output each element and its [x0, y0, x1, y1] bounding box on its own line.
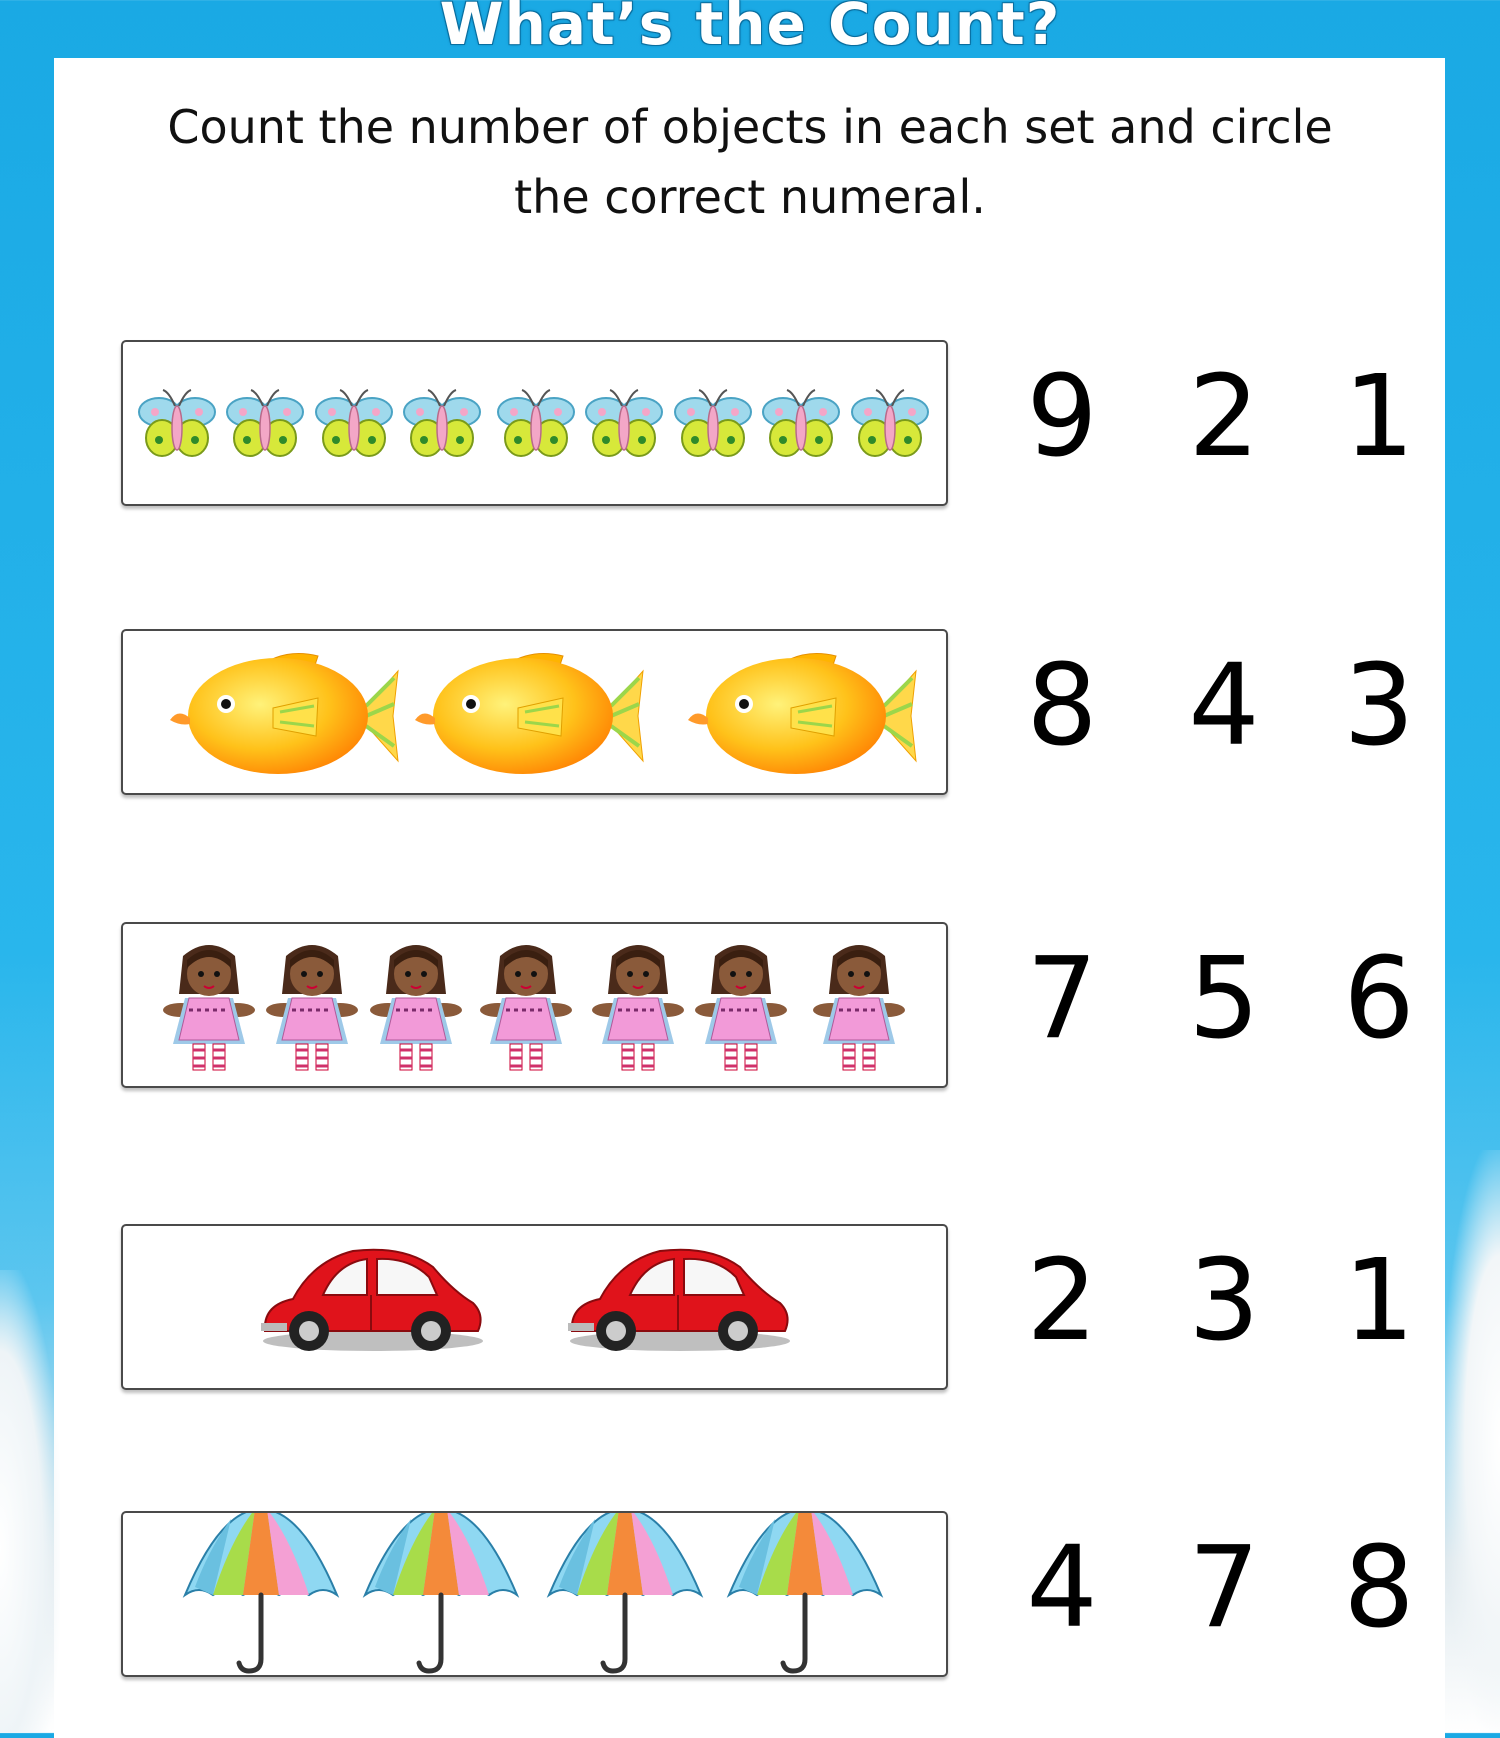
worksheet-sheet [54, 58, 1445, 1738]
butterfly-icon [763, 390, 839, 456]
numeral-choice[interactable]: 2 [1026, 1236, 1098, 1366]
numeral-choice[interactable]: 3 [1343, 641, 1415, 771]
doll-icon [592, 945, 684, 1070]
fish-icon [170, 654, 398, 775]
doll-icon [266, 945, 358, 1070]
numeral-choice[interactable]: 7 [1026, 934, 1098, 1064]
object-box [121, 1511, 948, 1677]
butterflies-group [123, 342, 946, 504]
numeral-choice[interactable]: 6 [1343, 934, 1415, 1064]
numeral-choice[interactable]: 1 [1343, 352, 1415, 482]
fish-icon [688, 654, 916, 775]
doll-icon [480, 945, 572, 1070]
umbrella-icon [185, 1513, 337, 1671]
numeral-choice[interactable]: 4 [1026, 1523, 1098, 1653]
numeral-choice[interactable]: 8 [1026, 641, 1098, 771]
instruction-text [100, 92, 1400, 232]
object-box [121, 629, 948, 795]
fish-group [123, 631, 946, 793]
object-box [121, 340, 948, 506]
numeral-choice[interactable]: 9 [1026, 352, 1098, 482]
umbrellas-group [123, 1513, 946, 1675]
butterfly-icon [498, 390, 574, 456]
car-icon [261, 1250, 483, 1351]
butterfly-icon [227, 390, 303, 456]
count-set-cars [0, 1224, 1500, 1390]
object-box [121, 1224, 948, 1390]
count-set-butterflies [0, 340, 1500, 506]
page-title: What’s the Count? [439, 0, 1061, 58]
instruction-line-2: the correct numeral. [514, 170, 986, 224]
doll-icon [813, 945, 905, 1070]
butterfly-icon [675, 390, 751, 456]
count-set-dolls [0, 922, 1500, 1088]
doll-icon [163, 945, 255, 1070]
dolls-group [123, 924, 946, 1086]
numeral-choice[interactable]: 2 [1188, 352, 1260, 482]
numeral-choice[interactable]: 8 [1343, 1523, 1415, 1653]
count-set-umbrellas [0, 1511, 1500, 1677]
doll-icon [370, 945, 462, 1070]
butterfly-icon [316, 390, 392, 456]
numeral-choice[interactable]: 4 [1188, 641, 1260, 771]
butterfly-icon [139, 390, 215, 456]
numeral-choice[interactable]: 3 [1188, 1236, 1260, 1366]
instruction-line-1: Count the number of objects in each set and circle [167, 100, 1333, 154]
numeral-choice[interactable]: 5 [1188, 934, 1260, 1064]
fish-icon [415, 654, 643, 775]
umbrella-icon [365, 1513, 517, 1671]
umbrella-icon [729, 1513, 881, 1671]
cars-group [123, 1226, 946, 1388]
car-icon [568, 1250, 790, 1351]
doll-icon [695, 945, 787, 1070]
umbrella-icon [549, 1513, 701, 1671]
object-box [121, 922, 948, 1088]
butterfly-icon [852, 390, 928, 456]
butterfly-icon [404, 390, 480, 456]
count-set-fish [0, 629, 1500, 795]
numeral-choice[interactable]: 7 [1188, 1523, 1260, 1653]
butterfly-icon [586, 390, 662, 456]
numeral-choice[interactable]: 1 [1343, 1236, 1415, 1366]
